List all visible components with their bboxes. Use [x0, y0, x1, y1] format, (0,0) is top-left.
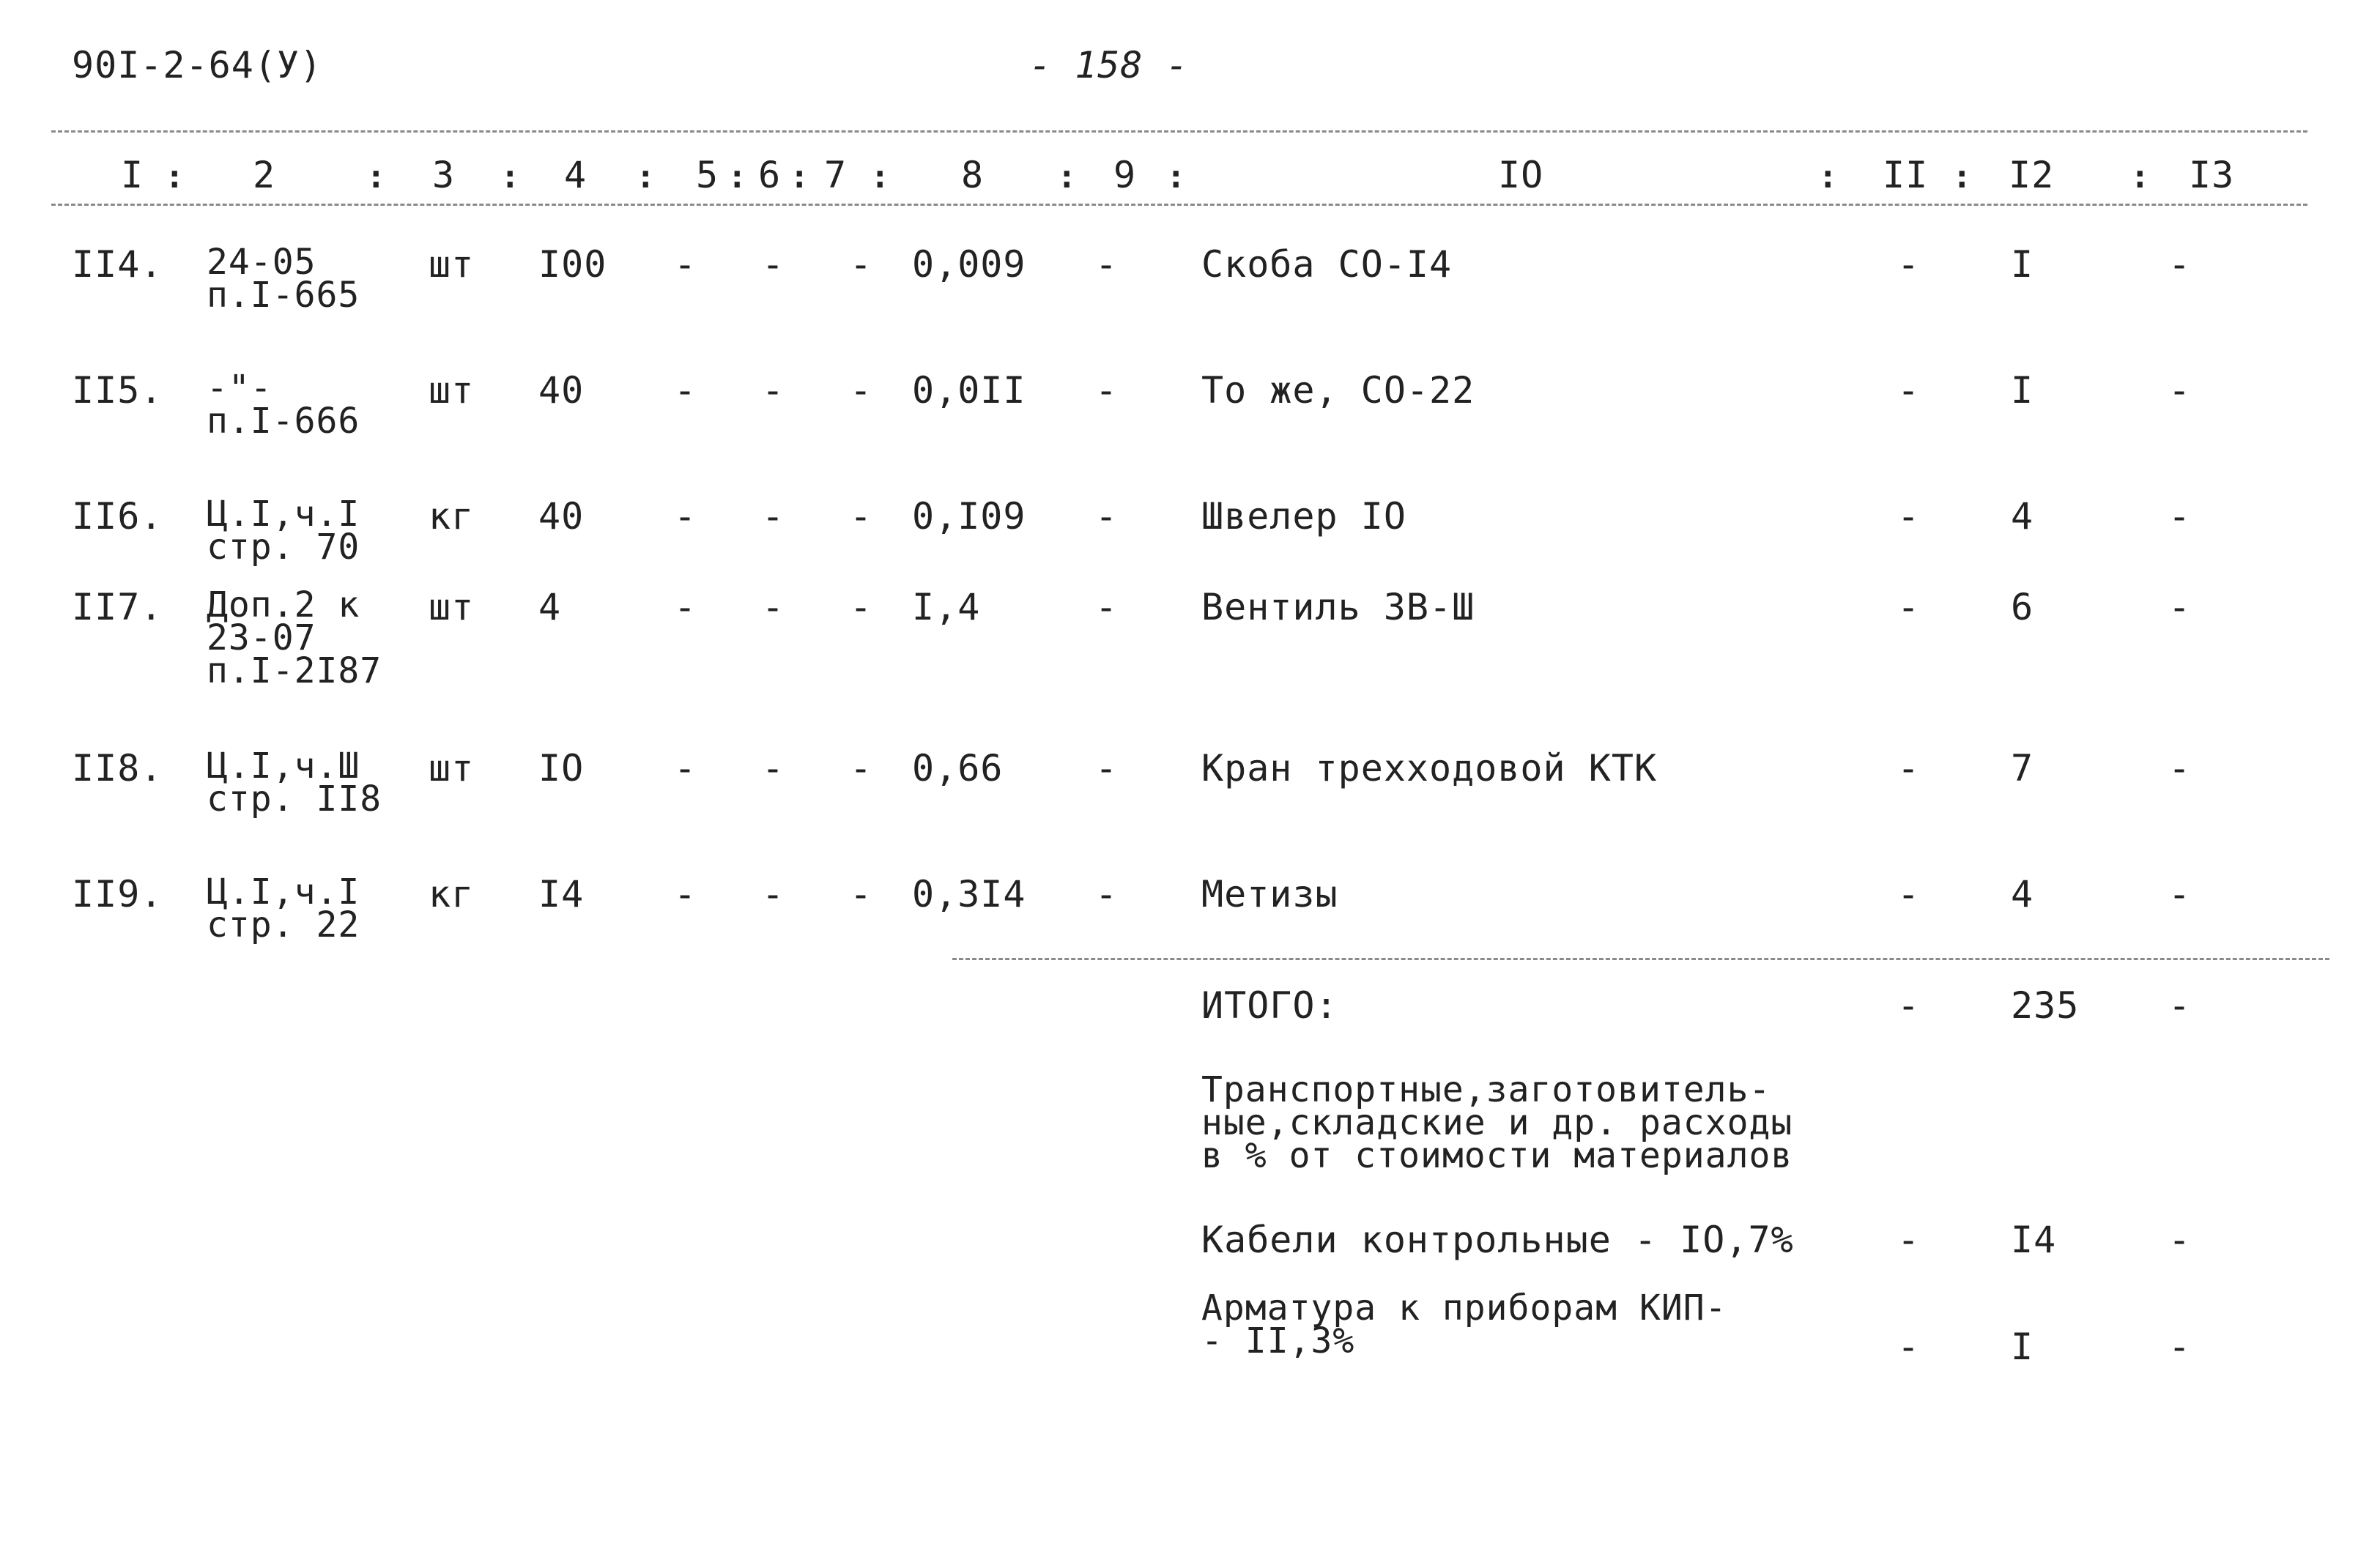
col-header-11: II: [1883, 154, 1929, 196]
unit: кг: [429, 873, 475, 915]
col-header-13: I3: [2189, 154, 2235, 196]
row-number: II4.: [72, 243, 163, 286]
reference: Ц.I,ч.I стр. 22: [207, 872, 360, 946]
item-name: То же, СО-22: [1201, 369, 1475, 412]
col-11-value: -: [1897, 586, 1921, 628]
row-number: II5.: [72, 369, 163, 412]
row-number: II8.: [72, 747, 163, 789]
col-5-value: -: [674, 495, 697, 538]
col-9-value: -: [1095, 495, 1119, 538]
col-6-value: -: [762, 243, 785, 286]
col-6-value: -: [762, 586, 785, 628]
col-5-value: -: [674, 243, 697, 286]
unit: кг: [429, 495, 475, 538]
col-5-value: -: [674, 747, 697, 789]
col-12-value: 4: [2011, 495, 2034, 538]
item-name: Швелер IO: [1201, 495, 1406, 538]
col-separator: :: [2130, 158, 2150, 196]
total-col-11: -: [1897, 984, 1921, 1027]
col-9-value: -: [1095, 873, 1119, 915]
col-13-value: -: [2168, 369, 2192, 412]
col-8-value: 0,3I4: [912, 873, 1026, 915]
col-9-value: -: [1095, 747, 1119, 789]
item-name: Вентиль 3В-Ш: [1201, 586, 1475, 628]
unit: шт: [429, 369, 475, 412]
reference: Ц.I,ч.I стр. 70: [207, 494, 360, 568]
col-5-value: -: [674, 369, 697, 412]
col-header-2: 2: [253, 154, 276, 196]
col-7-value: -: [850, 243, 873, 286]
col-13-value: -: [2168, 586, 2192, 628]
col-8-value: 0,I09: [912, 495, 1026, 538]
col-separator: :: [1057, 158, 1077, 196]
col-11-value: -: [1897, 747, 1921, 789]
col-header-3: 3: [432, 154, 456, 196]
document-code: 90I-2-64(У): [72, 44, 323, 86]
quantity: I00: [538, 243, 607, 286]
cables-label: Кабели контрольные - IO,7%: [1201, 1219, 1794, 1261]
quantity: I4: [538, 873, 585, 915]
col-12-value: 7: [2011, 747, 2034, 789]
reference: 24-05 п.I-665: [207, 242, 360, 316]
col-7-value: -: [850, 369, 873, 412]
col-header-4: 4: [564, 154, 587, 196]
unit: шт: [429, 243, 475, 286]
reference: Ц.I,ч.Ш стр. II8: [207, 746, 382, 820]
col-separator: :: [1818, 158, 1838, 196]
col-separator: :: [366, 158, 386, 196]
col-7-value: -: [850, 747, 873, 789]
cables-col-13: -: [2168, 1219, 2192, 1261]
col-separator: :: [727, 158, 747, 196]
col-5-value: -: [674, 873, 697, 915]
col-header-12: I2: [2009, 154, 2055, 196]
col-8-value: I,4: [912, 586, 981, 628]
col-separator: :: [636, 158, 656, 196]
col-6-value: -: [762, 873, 785, 915]
total-col-13: -: [2168, 984, 2192, 1027]
col-11-value: -: [1897, 369, 1921, 412]
col-11-value: -: [1897, 873, 1921, 915]
col-13-value: -: [2168, 243, 2192, 286]
col-13-value: -: [2168, 495, 2192, 538]
col-separator: :: [1952, 158, 1972, 196]
col-6-value: -: [762, 369, 785, 412]
col-header-6: 6: [758, 154, 782, 196]
total-amount: 235: [2011, 984, 2080, 1027]
armature-amount: I: [2011, 1326, 2034, 1368]
quantity: 40: [538, 495, 585, 538]
item-name: Кран трехходовой КТК: [1201, 747, 1658, 789]
col-12-value: 6: [2011, 586, 2034, 628]
col-header-5: 5: [696, 154, 719, 196]
total-rule: [952, 958, 2329, 960]
quantity: 40: [538, 369, 585, 412]
row-number: II6.: [72, 495, 163, 538]
cables-col-11: -: [1897, 1219, 1921, 1261]
header-rule: [51, 204, 2307, 206]
col-separator: :: [870, 158, 890, 196]
col-11-value: -: [1897, 495, 1921, 538]
col-header-7: 7: [824, 154, 848, 196]
armature-label: Арматура к приборам КИП- - II,3%: [1201, 1287, 1727, 1362]
col-separator: :: [1166, 158, 1186, 196]
col-7-value: -: [850, 495, 873, 538]
reference: -"- п.I-666: [207, 368, 360, 442]
quantity: 4: [538, 586, 562, 628]
col-separator: :: [500, 158, 520, 196]
col-header-1: I: [121, 154, 144, 196]
col-12-value: I: [2011, 243, 2034, 286]
col-9-value: -: [1095, 586, 1119, 628]
col-11-value: -: [1897, 243, 1921, 286]
col-6-value: -: [762, 495, 785, 538]
top-rule: [51, 130, 2307, 133]
reference: Доп.2 к 23-07 п.I-2I87: [207, 584, 382, 692]
armature-col-11: -: [1897, 1326, 1921, 1368]
col-header-9: 9: [1113, 154, 1137, 196]
col-header-10: IO: [1498, 154, 1544, 196]
unit: шт: [429, 747, 475, 789]
col-6-value: -: [762, 747, 785, 789]
armature-col-13: -: [2168, 1326, 2192, 1368]
cables-amount: I4: [2011, 1219, 2057, 1261]
col-8-value: 0,0II: [912, 369, 1026, 412]
row-number: II7.: [72, 586, 163, 628]
transport-costs-text: Транспортные,заготовитель- ные,складские и др. расходы в % от стоимости материалов: [1201, 1069, 1793, 1177]
item-name: Метизы: [1201, 873, 1338, 915]
row-number: II9.: [72, 873, 163, 915]
col-separator: :: [790, 158, 809, 196]
col-7-value: -: [850, 873, 873, 915]
col-5-value: -: [674, 586, 697, 628]
page-number: - 158 -: [1029, 44, 1189, 86]
quantity: IO: [538, 747, 585, 789]
total-label: ИТОГО:: [1201, 984, 1338, 1027]
unit: шт: [429, 586, 475, 628]
col-8-value: 0,66: [912, 747, 1004, 789]
col-9-value: -: [1095, 369, 1119, 412]
col-13-value: -: [2168, 873, 2192, 915]
col-12-value: 4: [2011, 873, 2034, 915]
col-header-8: 8: [961, 154, 985, 196]
col-separator: :: [165, 158, 185, 196]
col-12-value: I: [2011, 369, 2034, 412]
col-7-value: -: [850, 586, 873, 628]
col-9-value: -: [1095, 243, 1119, 286]
col-13-value: -: [2168, 747, 2192, 789]
item-name: Скоба СО-I4: [1201, 243, 1453, 286]
col-8-value: 0,009: [912, 243, 1026, 286]
